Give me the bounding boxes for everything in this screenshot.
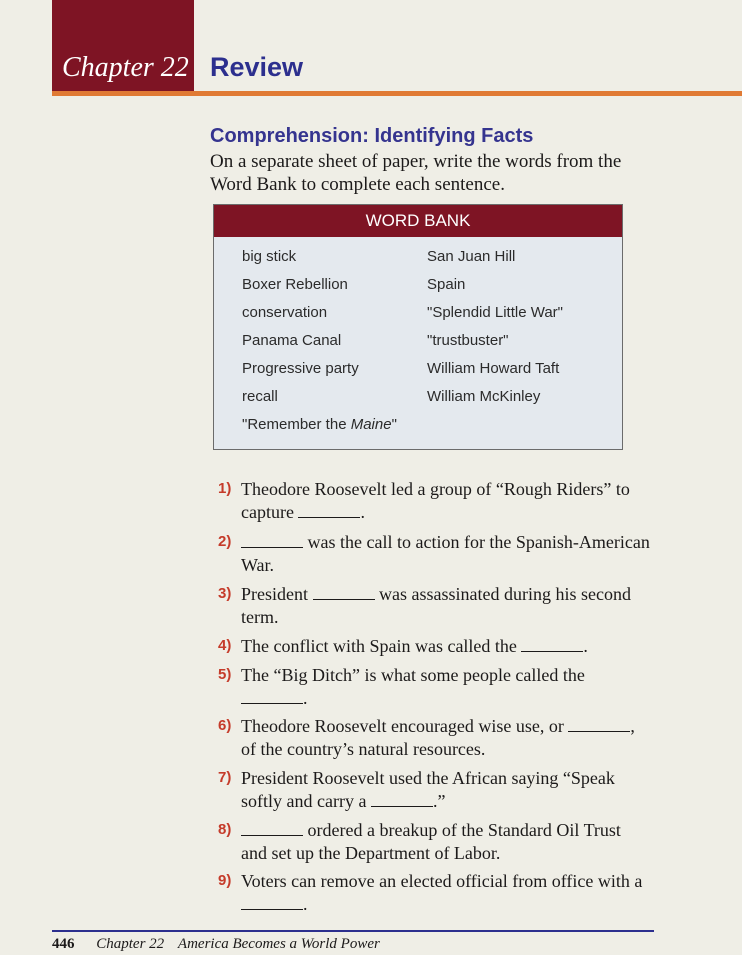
- page-footer: [52, 936, 380, 953]
- question-text-before: Voters can remove an elected official from office with a: [241, 871, 643, 891]
- question-text-after: .: [303, 688, 308, 708]
- question-text: [241, 870, 651, 916]
- word-bank-item: recall: [242, 388, 278, 405]
- page-number: 446: [52, 936, 75, 952]
- word-bank-item: "trustbuster": [427, 332, 509, 349]
- question-text: [241, 664, 651, 710]
- word-bank-item-prefix: "Remember the: [242, 416, 351, 433]
- question-text-after: .: [303, 894, 308, 914]
- question-text: [241, 478, 651, 524]
- answer-blank: [371, 792, 433, 807]
- word-bank-item: big stick: [242, 248, 297, 265]
- word-bank-left-column: [242, 243, 397, 439]
- answer-blank: [241, 895, 303, 910]
- word-bank-title: WORD BANK: [214, 205, 622, 237]
- question-text-after: was assassinated during his second term.: [241, 584, 631, 627]
- footer-rule: [52, 930, 654, 932]
- chapter-tab: [52, 0, 194, 92]
- question-number: 9): [218, 872, 232, 889]
- question-number: 2): [218, 533, 232, 550]
- question-text: [241, 715, 651, 761]
- question-number: 7): [218, 769, 232, 786]
- question-text-before: Theodore Roosevelt led a group of “Rough Riders” to capture: [241, 479, 630, 522]
- answer-blank: [241, 821, 303, 836]
- answer-blank: [568, 717, 630, 732]
- question-text-before: President: [241, 584, 313, 604]
- question-number: 8): [218, 821, 232, 838]
- word-bank-item: conservation: [242, 304, 328, 321]
- answer-blank: [241, 689, 303, 704]
- question-text-after: was the call to action for the Spanish-American War.: [241, 532, 650, 575]
- word-bank-item: "Splendid Little War": [427, 304, 563, 321]
- question-text-after: ordered a breakup of the Standard Oil Trust and set up the Department of Labor.: [241, 820, 621, 863]
- question-text: [241, 531, 651, 577]
- word-bank: [213, 204, 623, 450]
- word-bank-item: Boxer Rebellion: [242, 276, 348, 293]
- question-text: [241, 819, 651, 865]
- word-bank-item-italic: Maine: [350, 416, 392, 433]
- footer-title: America Becomes a World Power: [177, 936, 380, 952]
- word-bank-item: William McKinley: [427, 388, 541, 405]
- word-bank-item: San Juan Hill: [427, 248, 516, 265]
- page-title: Review: [210, 52, 304, 82]
- question-text-after: .”: [432, 791, 446, 811]
- instructions: On a separate sheet of paper, write the words from the Word Bank to complete each sentence.: [210, 151, 622, 195]
- question-text-after: , of the country’s natural resources.: [241, 716, 635, 759]
- question-number: 1): [218, 480, 232, 497]
- word-bank-item: [242, 411, 397, 439]
- question-text: [241, 583, 651, 629]
- question-text: [241, 635, 651, 658]
- question-text-after: .: [360, 502, 365, 522]
- question-number: 5): [218, 666, 232, 683]
- question-text-before: The conflict with Spain was called the: [241, 636, 522, 656]
- question-text-before: The “Big Ditch” is what some people called the: [241, 665, 585, 685]
- chapter-label: Chapter 22: [62, 52, 189, 83]
- section-title: Comprehension: Identifying Facts: [210, 125, 534, 147]
- word-bank-item: Panama Canal: [242, 332, 342, 349]
- header-rule: [52, 91, 742, 96]
- question-text: [241, 767, 651, 813]
- word-bank-item-suffix: ": [391, 416, 397, 433]
- word-bank-item: Spain: [427, 276, 466, 293]
- answer-blank: [241, 533, 303, 548]
- answer-blank: [521, 637, 583, 652]
- question-number: 3): [218, 585, 232, 602]
- question-text-before: Theodore Roosevelt encouraged wise use, or: [241, 716, 569, 736]
- footer-chapter: Chapter 22: [96, 936, 165, 952]
- question-number: 6): [218, 717, 232, 734]
- word-bank-item: Progressive party: [242, 360, 359, 377]
- question-number: 4): [218, 637, 232, 654]
- answer-blank: [298, 503, 360, 518]
- answer-blank: [313, 585, 375, 600]
- question-text-after: .: [583, 636, 588, 656]
- question-text-before: President Roosevelt used the African saying “Speak softly and carry a: [241, 768, 615, 811]
- word-bank-item: William Howard Taft: [427, 360, 560, 377]
- word-bank-right-column: [427, 243, 563, 411]
